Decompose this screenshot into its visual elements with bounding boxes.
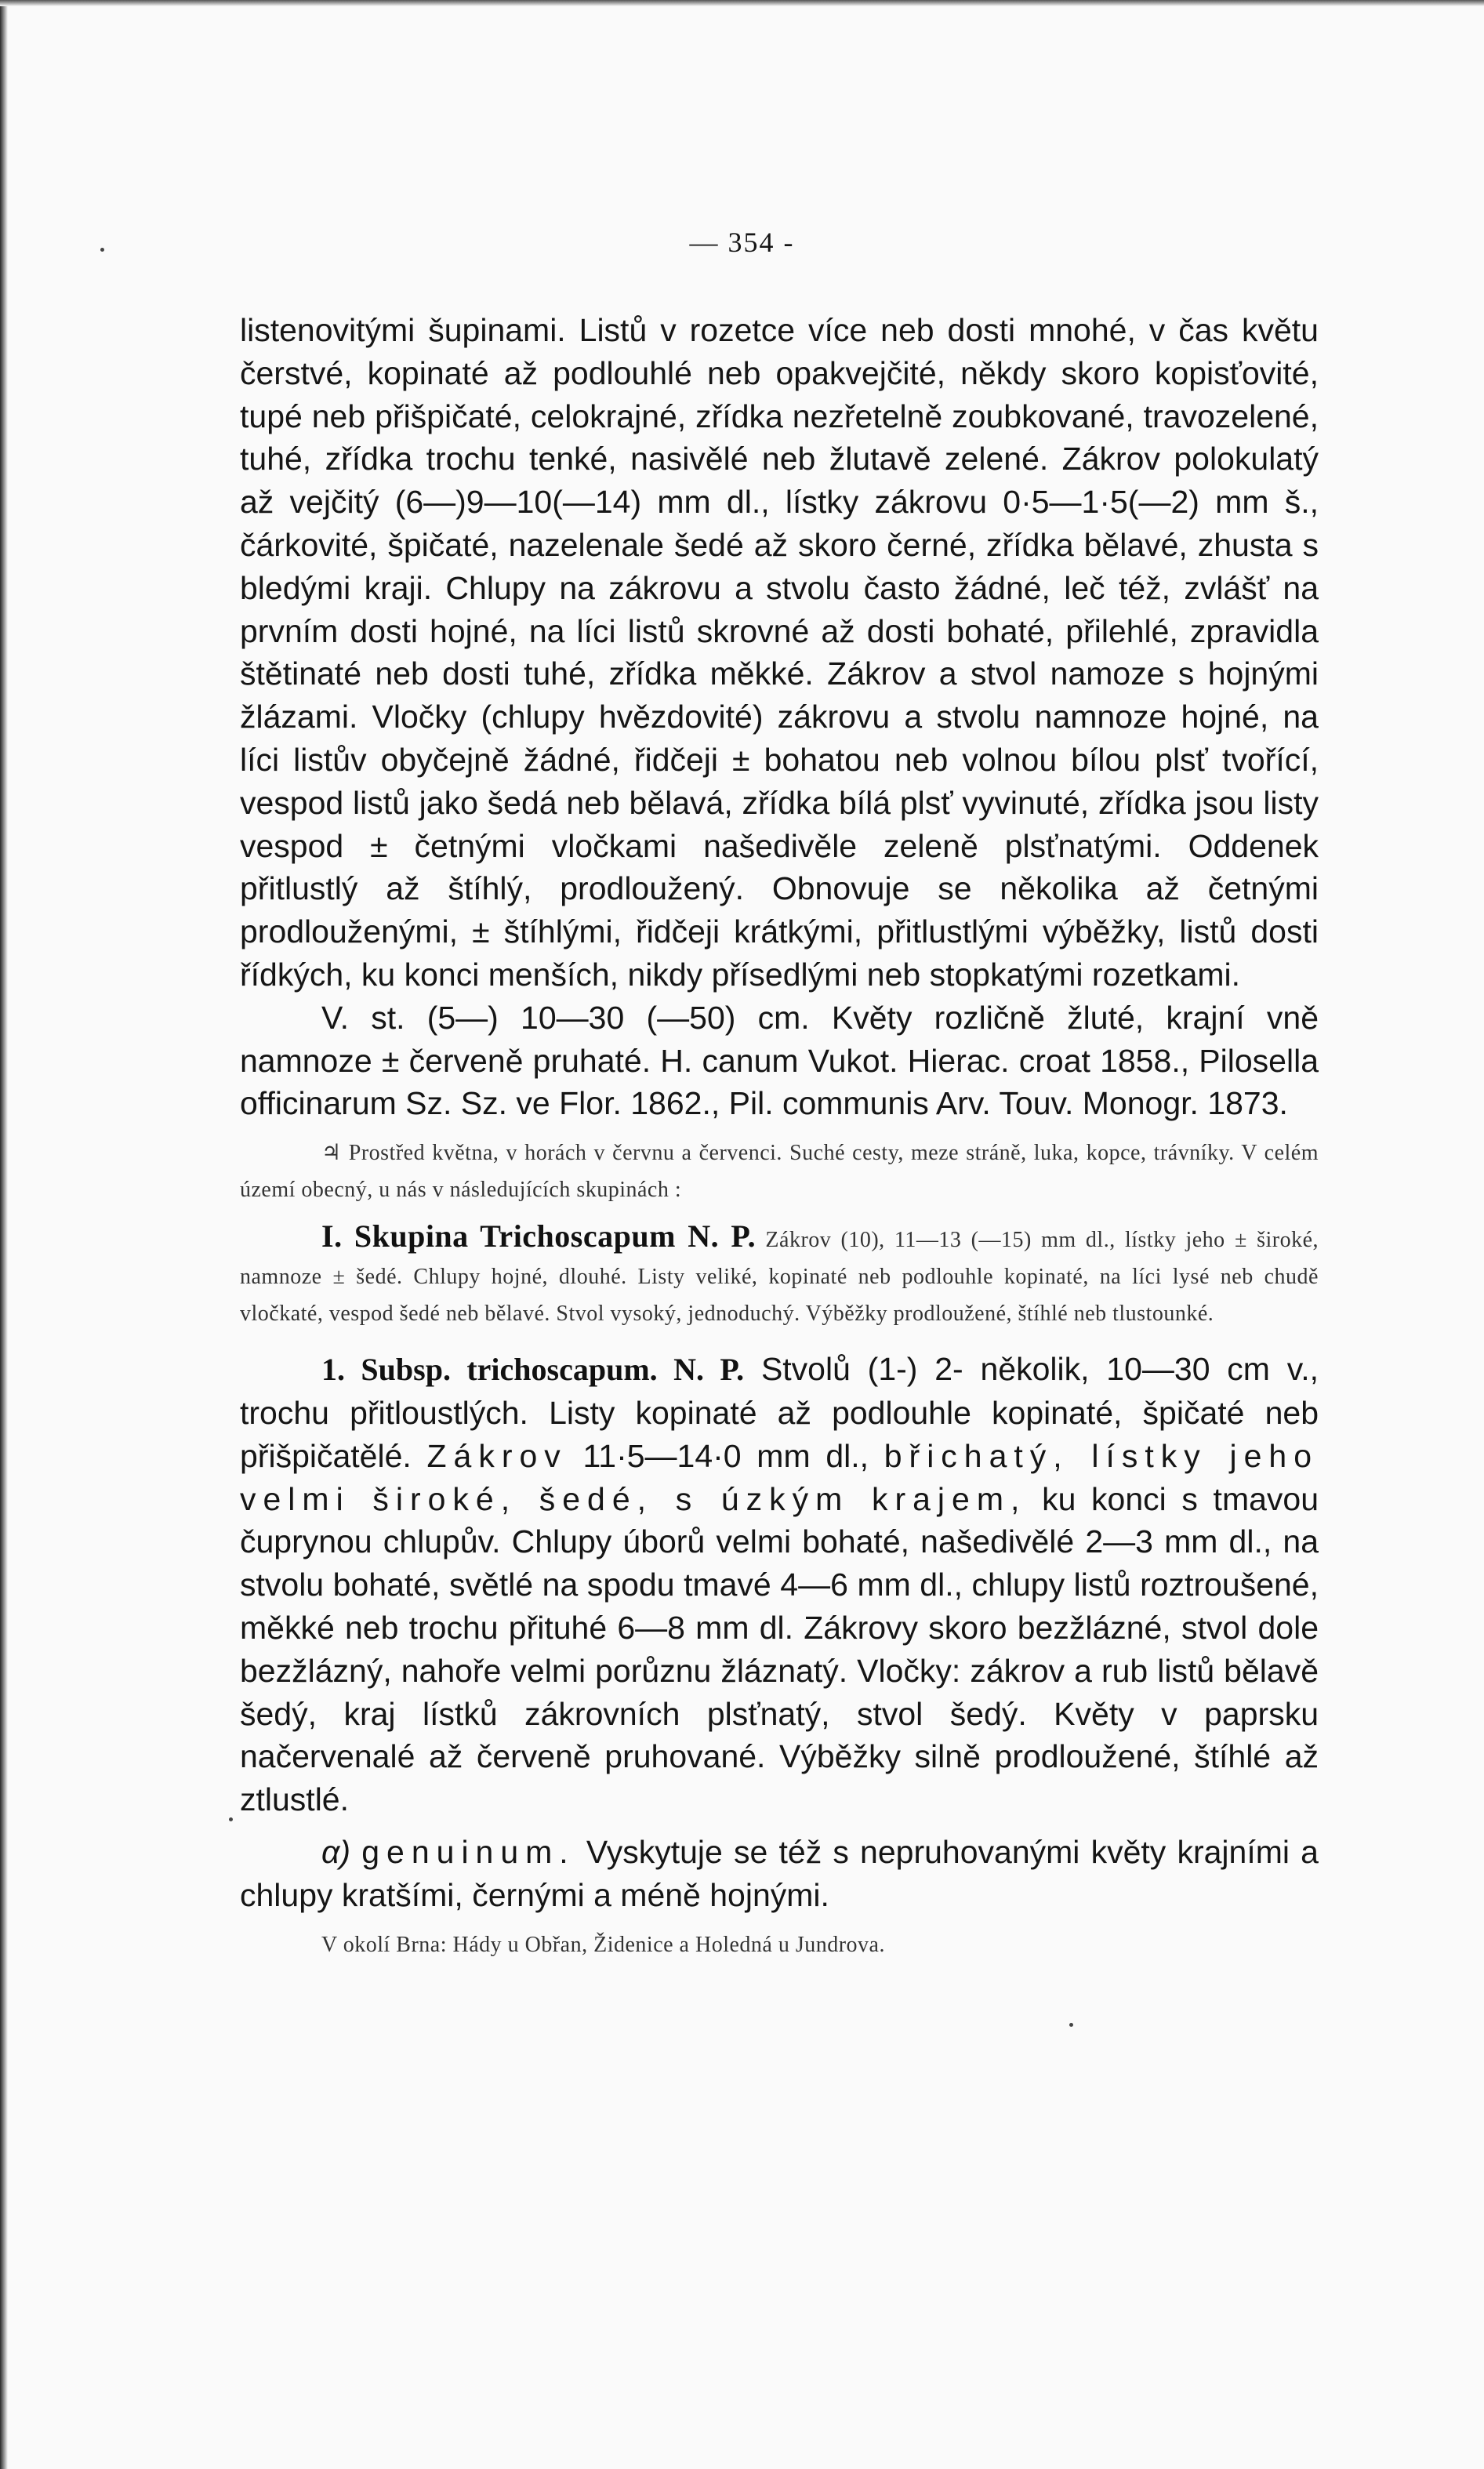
subspecies-text-b: 11·5—14·0 mm dl., [582,1437,869,1474]
subspecies-spaced-description: břichatý, lístky jeho velmi široké, šedé, s úzkým krajem, [240,1437,1319,1517]
page-number: — 354 - [689,227,795,258]
subspecies-spaced-zakrov: Zákrov [426,1437,568,1474]
scan-edge-left [0,0,8,2469]
speck [1069,2023,1073,2027]
variety-name: genuinum. [361,1833,575,1870]
group-description: Zákrov (10), 11—13 (—15) mm dl., lístky jeho ± široké, namnoze ± šedé. Chlupy hojné, dlouhé. Listy veliké, kopinaté neb podlouhle kopinaté, na líci lysé neb chudě vločkaté, vespod šedé neb bělavé. Stvol vysoký, jednoduchý. Výběžky prodloužené, štíhlé neb tlustounké. [240,1228,1319,1327]
variety-label: α) [321,1833,351,1870]
paragraph-description: listenovitými šupinami. Listů v rozetce více neb dosti mnohé, v čas květu čerstvé, kopinaté až podlouhlé neb opakvejčité, někdy skoro kopisťovité, tupé neb přišpičaté, celokrajné, zřídka nezřetelně zoubkované, travozelené, tuhé, zřídka trochu tenké, nasivělé neb žlutavě zelené. Zákrov polokulatý až vejčitý (6—)9—10(—14) mm dl., lístky zákrovu 0·5—1·5(—2) mm š., čárkovité, špičaté, nazelenale šedé až skoro černé, zřídka bělavé, zhusta s bledými kraji. Chlupy na zákrovu a stvolu často žádné, leč též, zvlášť na prvním dosti hojné, na líci listů skrovné až dosti bohaté, přilehlé, zpravidla štětinaté neb dosti tuhé, zřídka měkké. Zákrov a stvol namoze s hojnými žlázami. Vločky (chlupy hvězdovité) zákrovu a stvolu namnoze hojné, na líci listův obyčejně žádné, řidčeji ± bohatou neb volnou bílou plsť tvořící, vespod listů jako šedá neb bělavá, zřídka bílá plsť vyvinuté, zřídka jsou listy vespod ± četnými vločkami našedivěle zeleně plsťnatými. Oddenek přitlustlý až štíhlý, prodloužený. Obnovuje se několika až četnými prodlouženými, ± štíhlými, řidčeji krátkými, přitlustlými výběžky, listů dosti řídkých, ku konci menších, nikdy přísedlými neb stopkatými rozetkami. [240,312,1319,993]
page-content [240,309,1319,1963]
variety-text: Vyskytuje se též s nepruhovanými květy krajními a chlupy kratšími, černými a méně hojnými. [240,1833,1319,1913]
subspecies-text-a: Stvolů (1-) 2- několik, 10—30 cm v., trochu přitloustlých. Listy kopinaté až podlouhle kopinaté, špičaté neb přišpičatělé. [240,1351,1319,1474]
subspecies-text-c: ku konci s tmavou čuprynou chlupův. Chlupy úborů velmi bohaté, našedivělé 2—3 mm dl., na stvolu bohaté, světlé na spodu tmavé 4—6 mm dl., chlupy listů roztroušené, měkké neb trochu přituhé 6—8 mm dl. Zákrovy skoro bezžlázné, stvol dole bezžlázný, nahoře velmi porůznu žláznatý. Vločky: zákrov a rub listů bělavě šedý, kraj lístků zákrovních plsťnatý, stvol šedý. Květy v paprsku načervenalé až červeně pruhované. Výběžky silně prodloužené, štíhlé až ztlustlé. [240,1480,1319,1818]
paragraph-flowering-habitat: ♃ Prostřed května, v horách v červnu a červenci. Suché cesty, meze stráně, luka, kopce, trávníky. V celém území obecný, u nás v následujících skupinách : [240,1141,1319,1203]
group-heading: I. Skupina Trichoscapum N. P. [321,1218,757,1254]
paragraph-variety-genuinum [240,1831,1319,1917]
scan-edge-top [0,0,1484,6]
subspecies-heading: 1. Subsp. trichoscapum. N. P. [321,1352,745,1388]
paragraph-subspecies [240,1348,1319,1821]
paragraph-localities: V okolí Brna: Hády u Obřan, Židenice a Holedná u Jundrova. [321,1932,885,1957]
paragraph-height-synonyms: V. st. (5—) 10—30 (—50) cm. Květy rozličně žluté, krajní vně namnoze ± červeně pruhaté. H. canum Vukot. Hierac. croat 1858., Pilosella officinarum Sz. Sz. ve Flor. 1862., Pil. communis Arv. Touv. Monogr. 1873. [240,999,1319,1122]
paragraph-group-trichoscapum [240,1218,1319,1332]
speck [229,1817,233,1821]
